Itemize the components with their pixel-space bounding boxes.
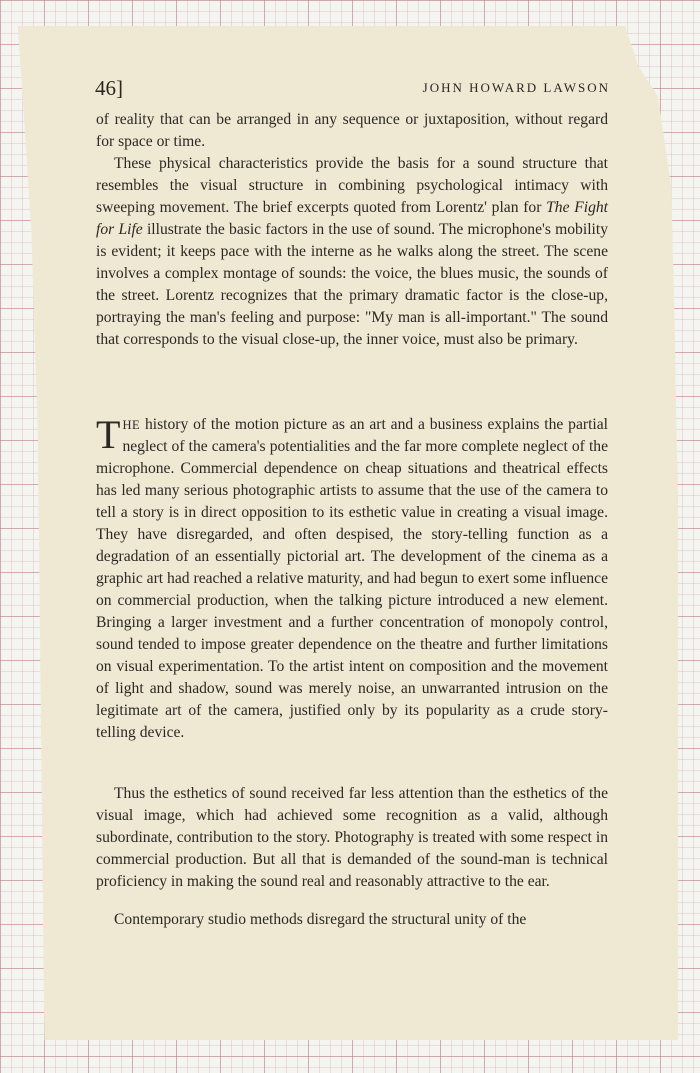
film-title: The Fight for Life [96, 199, 609, 238]
paragraph-text-start: These physical characteristics provide the basis for a sound structure that resembles the visual structure in combining psychological intimacy with sweeping movement. The brief excerpts quoted from Lorentz' plan for [96, 155, 608, 216]
paragraph-2 [96, 153, 608, 351]
small-caps-lead-in: HE [122, 418, 141, 432]
paragraph-text: of reality that can be arranged in any sequence or juxtaposition, without regard for space or time. [96, 111, 608, 150]
drop-cap: T [96, 412, 121, 457]
paragraph-text-body: history of the motion picture as an art and a business explains the partial neglect of the camera's potentialities and the far more complete neglect of the microphone. Commercial dependence on cheap situations and theatrical effects has led many serious photographic artists to assume that the use of the camera to tell a story is in direct opposition to its esthetic value in creating a visual image. They have disregarded, and often despised, the story-telling function as a degradation of an essentially pictorial art. The development of the cinema as a graphic art had reached a relative maturity, and had begun to exert some influence on commercial production, when the talking picture introduced a new element. Bringing a larger investment and a further concentration of monopoly control, sound tended to impose greater dependence on the theatre and further limitations on visual experimentation. To the artist intent on composition and the movement of light and shadow, sound was merely noise, an unwarranted intrusion on the legitimate art of the camera, justified only by its popularity as a crude story-telling device. [96, 416, 608, 741]
page-number: 46] [95, 76, 123, 100]
paragraph-3 [96, 414, 608, 744]
paragraph-4 [96, 783, 608, 893]
paragraph-1 [96, 109, 608, 153]
running-head: JOHN HOWARD LAWSON [422, 80, 610, 95]
paragraph-text: Thus the esthetics of sound received far less attention than the esthetics of the visual image, which had achieved some recognition as a valid, although subordinate, contribution to the story. Photography is treated with some respect in commercial production. But all that is demanded of the sound-man is technical proficiency in making the sound real and reasonably attractive to the ear. [96, 785, 608, 890]
paragraph-text-end: illustrate the basic factors in the use of sound. The microphone's mobility is evident; it keeps pace with the interne as he walks along the street. The scene involves a complex montage of sounds: the voice, the blues music, the sounds of the street. Lorentz recognizes that the primary dramatic factor is the close-up, portraying the man's feeling and purpose: "My man is all-important." The sound that corresponds to the visual close-up, the inner voice, must also be primary. [96, 221, 608, 348]
page-header [95, 76, 610, 106]
paragraph-text [96, 153, 608, 351]
paragraph-text: Contemporary studio methods disregard the structural unity of the [114, 911, 527, 928]
paragraph-text [96, 414, 608, 744]
paragraph-5 [96, 909, 608, 931]
